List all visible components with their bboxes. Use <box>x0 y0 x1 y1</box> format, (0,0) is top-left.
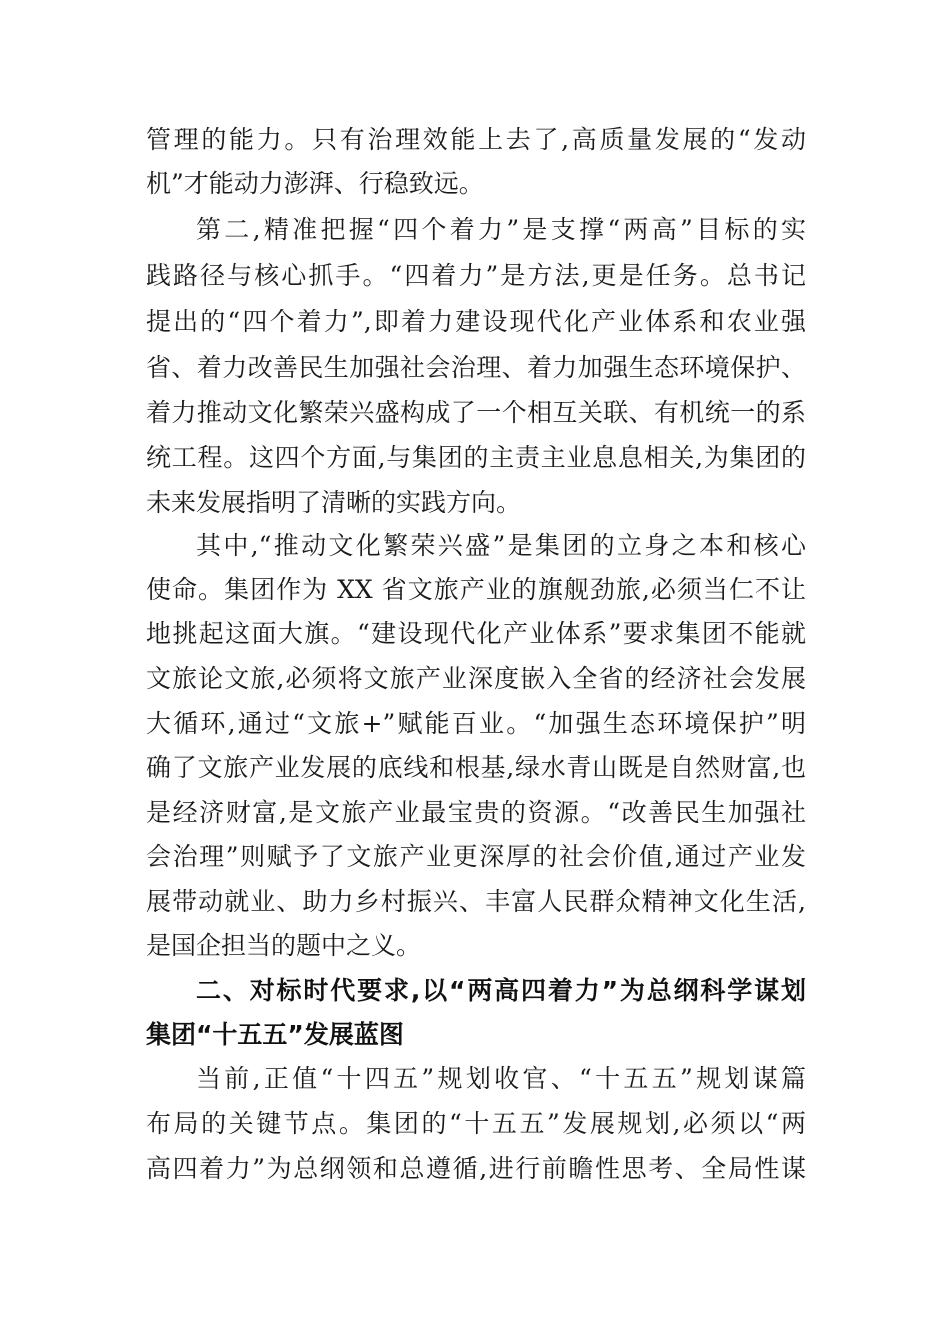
paragraph-line: 高四着力”为总纲领和总遵循,进行前瞻性思考、全局性谋 <box>146 1154 806 1183</box>
paragraph-line: 文旅论文旅,必须将文旅产业深度嵌入全省的经济社会发展 <box>146 664 806 693</box>
paragraph-line: 布局的关键节点。集团的“十五五”发展规划,必须以“两 <box>146 1109 806 1138</box>
paragraph-line: 展带动就业、助力乡村振兴、丰富人民群众精神文化生活, <box>146 887 806 916</box>
paragraph-line: 其中,“推动文化繁荣兴盛”是集团的立身之本和核心 <box>196 531 806 560</box>
paragraph-line: 机”才能动力澎湃、行稳致远。 <box>146 169 484 198</box>
paragraph-line: 第二,精准把握“四个着力”是支撑“两高”目标的实 <box>196 215 806 244</box>
paragraph-line: 践路径与核心抓手。“四着力”是方法,更是任务。总书记 <box>146 261 806 290</box>
paragraph-line: 是国企担当的题中之义。 <box>146 931 422 960</box>
section-heading: 集团“十五五”发展蓝图 <box>146 1020 404 1049</box>
paragraph-line: 提出的“四个着力”,即着力建设现代化产业体系和农业强 <box>146 307 806 336</box>
section-heading: 二、对标时代要求,以“两高四着力”为总纲科学谋划 <box>196 976 806 1005</box>
paragraph-line: 管理的能力。只有治理效能上去了,高质量发展的“发动 <box>146 125 806 154</box>
paragraph-line: 是经济财富,是文旅产业最宝贵的资源。“改善民生加强社 <box>146 798 806 827</box>
paragraph-line: 未来发展指明了清晰的实践方向。 <box>146 488 522 517</box>
paragraph-line: 当前,正值“十四五”规划收官、“十五五”规划谋篇 <box>196 1064 806 1093</box>
paragraph-line: 统工程。这四个方面,与集团的主责主业息息相关,为集团的 <box>146 443 806 472</box>
paragraph-line: 使命。集团作为 XX 省文旅产业的旗舰劲旅,必须当仁不让 <box>146 575 806 604</box>
paragraph-line: 省、着力改善民生加强社会治理、着力加强生态环境保护、 <box>146 353 806 382</box>
paragraph-line: 着力推动文化繁荣兴盛构成了一个相互关联、有机统一的系 <box>146 398 806 427</box>
paragraph-line: 会治理”则赋予了文旅产业更深厚的社会价值,通过产业发 <box>146 842 806 871</box>
paragraph-line: 大循环,通过“文旅+”赋能百业。“加强生态环境保护”明 <box>146 709 806 738</box>
paragraph-line: 地挑起这面大旗。“建设现代化产业体系”要求集团不能就 <box>146 619 806 648</box>
paragraph-line: 确了文旅产业发展的底线和根基,绿水青山既是自然财富,也 <box>146 753 806 782</box>
